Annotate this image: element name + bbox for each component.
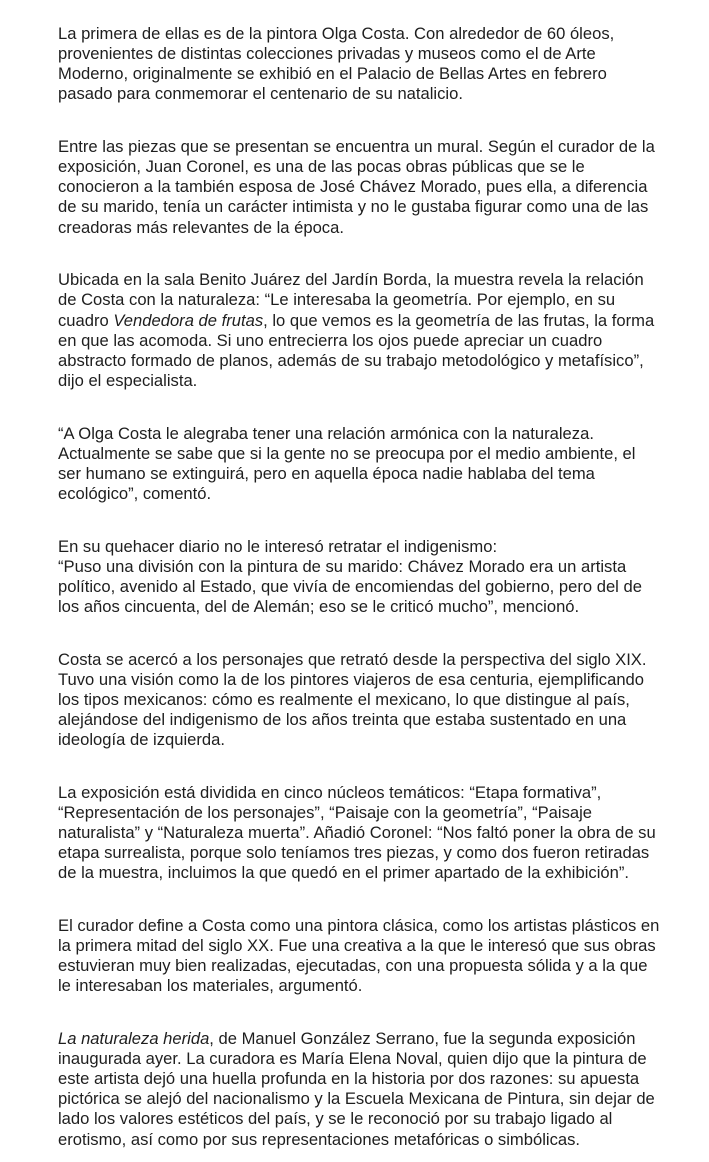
paragraph-3 <box>58 250 698 391</box>
text-segment: El curador define a Costa como una pintora clásica, como los artistas plásticos en la primera mitad del siglo XX. Fue una creativa a la que le interesó que sus obras estuvieran muy bien realizadas, ejecutadas, con una propuesta sólida y a la que le interesaban los materiales, argumentó. <box>58 916 660 996</box>
paragraph-7 <box>58 763 698 884</box>
text-segment: Ubicada en la sala Benito Juárez del Jardín Borda, la muestra revela la relación de Costa con la naturaleza: “Le interesaba la geometría. Por ejemplo, en su cuadro <box>58 270 644 330</box>
text-segment: “A Olga Costa le alegraba tener una relación armónica con la naturaleza. Actualmente se sabe que si la gente no se preocupa por el medio ambiente, el ser humano se extinguirá, pero en aquella época nadie hablaba del tema ecológico”, comentó. <box>58 423 636 503</box>
paragraph-1 <box>58 4 698 104</box>
exhibition-title-la-naturaleza-herida: La naturaleza herida <box>58 1029 210 1049</box>
text-segment: , lo que vemos es la geometría de las frutas, la forma en que las acomoda. Si uno entrecierra los ojos puede apreciar un cuadro abstracto formado de planos, además de su trabajo metodológico y metafísico”, dijo el especialista. <box>58 310 655 390</box>
paragraph-4 <box>58 403 698 503</box>
paragraph-9 <box>58 1009 698 1150</box>
text-segment: La primera de ellas es de la pintora Olga Costa. Con alrededor de 60 óleos, provenientes de distintas colecciones privadas y museos como el de Arte Moderno, originalmente se exhibió en el Palacio de Bellas Artes en febrero pasado para conmemorar el centenario de su natalicio. <box>58 24 615 104</box>
paragraph-5 <box>58 517 698 617</box>
text-segment: Entre las piezas que se presentan se encuentra un mural. Según el curador de la exposición, Juan Coronel, es una de las pocas obras públicas que se le conocieron a la también esposa de José Chávez Morado, pues ella, a diferencia de su marido, tenía un carácter intimista y no le gustaba figurar como una de las creadoras más relevantes de la época. <box>58 137 655 237</box>
artwork-title-vendedora-de-frutas: Vendedora de frutas <box>113 310 264 330</box>
paragraph-8 <box>58 896 698 996</box>
article-body <box>58 4 698 1162</box>
paragraph-6 <box>58 630 698 751</box>
text-segment: La exposición está dividida en cinco núcleos temáticos: “Etapa formativa”, “Representación de los personajes”, “Paisaje con la geometría”, “Paisaje naturalista” y “Naturaleza muerta”. Añadió Coronel: “Nos faltó poner la obra de su etapa surrealista, porque solo teníamos tres piezas, y como dos fueron retiradas de la muestra, incluimos la que quedó en el primer apartado de la exhibición”. <box>58 782 656 883</box>
text-segment: , de Manuel González Serrano, fue la segunda exposición inaugurada ayer. La curadora es María Elena Noval, quien dijo que la pintura de este artista dejó una huella profunda en la historia por dos razones: su apuesta pictórica se alejó del nacionalismo y la Escuela Mexicana de Pintura, sin dejar de lado los valores estéticos del país, y se le reconoció por su trabajo ligado al erotismo, así como por sus representaciones metafóricas o simbólicas. <box>58 1029 655 1149</box>
text-segment: Costa se acercó a los personajes que retrató desde la perspectiva del siglo XIX. Tuvo una visión como la de los pintores viajeros de esa centuria, ejemplificando los tipos mexicanos: cómo es realmente el mexicano, lo que distingue al país, alejándose del indigenismo de los años treinta que estaba sustentado en una ideología de izquierda. <box>58 649 647 750</box>
text-segment: En su quehacer diario no le interesó retratar el indigenismo: “Puso una división con la pintura de su marido: Chávez Morado era un artista político, avenido al Estado, que vivía de encomiendas del gobierno, pero del de los años cincuenta, del de Alemán; eso se le criticó mucho”, mencionó. <box>58 536 642 616</box>
paragraph-2 <box>58 117 698 238</box>
